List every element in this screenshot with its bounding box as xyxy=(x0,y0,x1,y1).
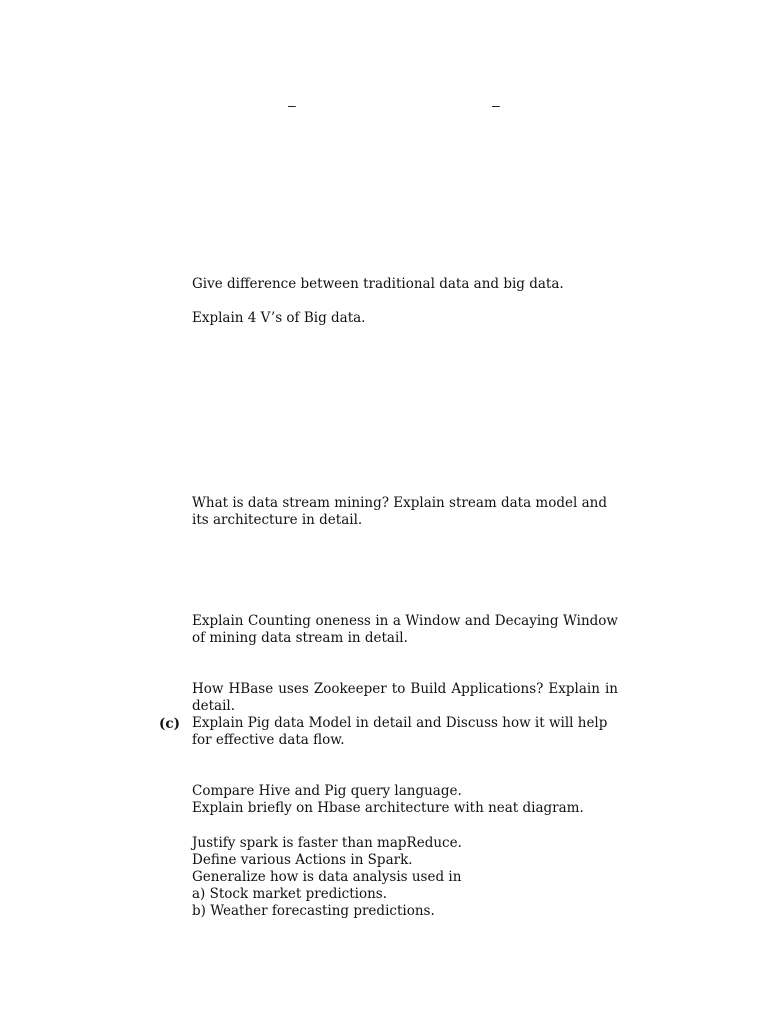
question-counting-oneness: Explain Counting oneness in a Window and Decaying Window of mining data stream in detail. xyxy=(192,613,618,646)
header-dash-right: – xyxy=(492,97,500,113)
header-dash-left: – xyxy=(288,97,296,113)
question-pig-data-model: Explain Pig data Model in detail and Discuss how it will help for effective data flow. xyxy=(192,715,608,748)
question-hbase-architecture: Explain briefly on Hbase architecture with neat diagram. xyxy=(192,800,584,816)
question-spark-vs-mapreduce: Justify spark is faster than mapReduce. xyxy=(192,835,462,851)
question-traditional-vs-big-data: Give difference between traditional data and big data. xyxy=(192,276,564,292)
question-four-vs: Explain 4 V’s of Big data. xyxy=(192,310,366,326)
question-spark-actions: Define various Actions in Spark. xyxy=(192,852,413,868)
subquestion-marker: (c) xyxy=(159,716,180,732)
question-data-analysis-item-a: a) Stock market predictions. xyxy=(192,886,388,902)
question-hbase-zookeeper: How HBase uses Zookeeper to Build Applications? Explain in detail. xyxy=(192,681,618,714)
question-data-stream-mining: What is data stream mining? Explain stream data model and its architecture in detail. xyxy=(192,495,607,528)
question-hive-vs-pig: Compare Hive and Pig query language. xyxy=(192,783,462,799)
question-data-analysis: Generalize how is data analysis used in xyxy=(192,869,462,885)
question-data-analysis-item-b: b) Weather forecasting predictions. xyxy=(192,903,435,919)
